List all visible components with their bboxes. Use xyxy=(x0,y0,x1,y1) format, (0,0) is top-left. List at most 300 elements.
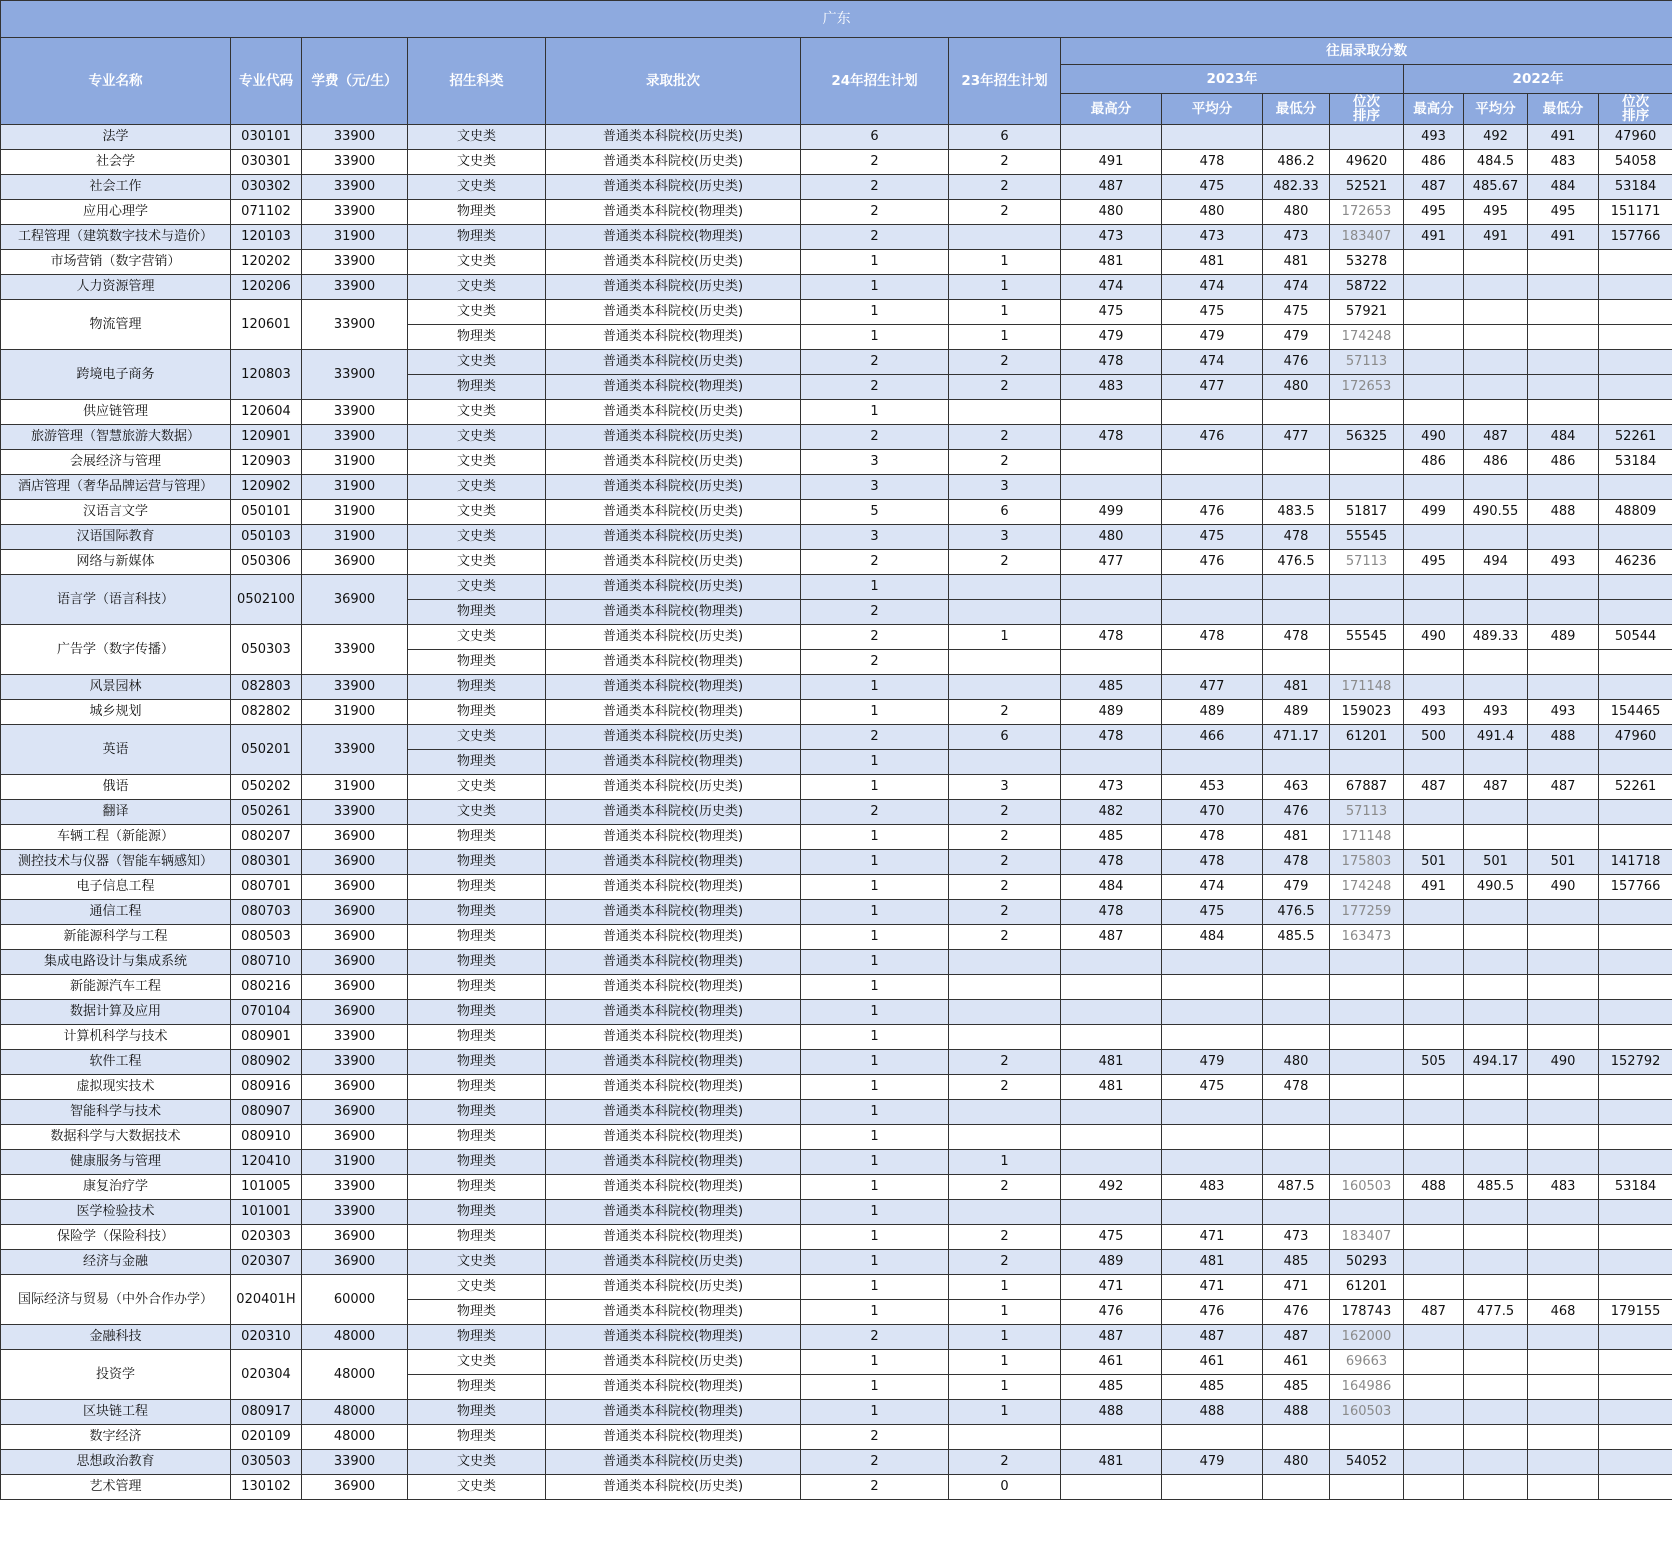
score-2022-min-cell: 483 xyxy=(1528,150,1599,175)
score-2023-avg-cell xyxy=(1162,950,1263,975)
table-row xyxy=(1,1475,1672,1500)
plan-2023-cell: 2 xyxy=(949,450,1061,475)
score-2022-max-cell: 486 xyxy=(1404,150,1464,175)
admission-batch-cell: 普通类本科院校(物理类) xyxy=(546,650,801,675)
score-2022-avg-cell xyxy=(1464,1325,1528,1350)
score-2023-max-cell: 481 xyxy=(1061,1075,1162,1100)
major-name-cell: 集成电路设计与集成系统 xyxy=(1,950,231,975)
score-2022-min-cell xyxy=(1528,1200,1599,1225)
score-2022-avg-cell: 487 xyxy=(1464,775,1528,800)
tuition-cell: 36900 xyxy=(302,875,408,900)
rank-2022-cell: 152792 xyxy=(1599,1050,1672,1075)
score-2023-avg-cell: 481 xyxy=(1162,1250,1263,1275)
score-2022-max-cell: 493 xyxy=(1404,125,1464,150)
score-2023-max-cell: 487 xyxy=(1061,925,1162,950)
rank-2022-cell: 53184 xyxy=(1599,450,1672,475)
rank-2023-cell: 57113 xyxy=(1330,550,1404,575)
score-2023-min-cell: 461 xyxy=(1263,1350,1330,1375)
score-2023-max-cell xyxy=(1061,400,1162,425)
rank-2022-cell xyxy=(1599,825,1672,850)
score-2022-max-cell xyxy=(1404,1400,1464,1425)
header-year-2023: 2023年 xyxy=(1061,65,1404,94)
admission-batch-cell: 普通类本科院校(物理类) xyxy=(546,1000,801,1025)
score-2022-max-cell xyxy=(1404,1350,1464,1375)
plan-2023-cell: 0 xyxy=(949,1475,1061,1500)
plan-2024-cell: 1 xyxy=(801,750,949,775)
subject-category-cell: 物理类 xyxy=(408,700,546,725)
score-2022-avg-cell xyxy=(1464,1350,1528,1375)
plan-2024-cell: 2 xyxy=(801,1450,949,1475)
tuition-cell: 33900 xyxy=(302,675,408,700)
subject-category-cell: 文史类 xyxy=(408,725,546,750)
score-2022-max-cell xyxy=(1404,1450,1464,1475)
score-2023-avg-cell: 485 xyxy=(1162,1375,1263,1400)
score-2022-max-cell: 500 xyxy=(1404,725,1464,750)
score-2023-min-cell: 476 xyxy=(1263,800,1330,825)
score-2023-avg-cell xyxy=(1162,1100,1263,1125)
plan-2024-cell: 2 xyxy=(801,625,949,650)
score-2022-max-cell: 505 xyxy=(1404,1050,1464,1075)
score-2022-max-cell: 490 xyxy=(1404,425,1464,450)
score-2023-min-cell: 481 xyxy=(1263,825,1330,850)
rank-2022-cell xyxy=(1599,1125,1672,1150)
rank-2023-cell xyxy=(1330,600,1404,625)
plan-2023-cell xyxy=(949,400,1061,425)
score-2022-min-cell: 488 xyxy=(1528,725,1599,750)
score-2023-max-cell xyxy=(1061,1200,1162,1225)
major-code-cell: 080901 xyxy=(231,1025,302,1050)
score-2023-max-cell: 473 xyxy=(1061,225,1162,250)
major-code-cell: 050103 xyxy=(231,525,302,550)
header-2022-max: 最高分 xyxy=(1404,94,1464,125)
score-2023-avg-cell: 471 xyxy=(1162,1225,1263,1250)
score-2023-min-cell: 474 xyxy=(1263,275,1330,300)
subject-category-cell: 文史类 xyxy=(408,1475,546,1500)
plan-2024-cell: 1 xyxy=(801,1300,949,1325)
score-2023-min-cell: 478 xyxy=(1263,525,1330,550)
admission-batch-cell: 普通类本科院校(物理类) xyxy=(546,225,801,250)
plan-2024-cell: 1 xyxy=(801,1200,949,1225)
major-name-cell: 社会学 xyxy=(1,150,231,175)
score-2022-avg-cell: 490.55 xyxy=(1464,500,1528,525)
score-2022-avg-cell xyxy=(1464,525,1528,550)
major-name-cell: 市场营销（数字营销） xyxy=(1,250,231,275)
subject-category-cell: 文史类 xyxy=(408,1350,546,1375)
score-2023-min-cell: 489 xyxy=(1263,700,1330,725)
rank-2023-cell xyxy=(1330,750,1404,775)
score-2022-min-cell: 484 xyxy=(1528,425,1599,450)
score-2023-avg-cell xyxy=(1162,1200,1263,1225)
score-2023-max-cell: 474 xyxy=(1061,275,1162,300)
subject-category-cell: 文史类 xyxy=(408,1250,546,1275)
table-row xyxy=(1,1075,1672,1100)
score-2022-min-cell xyxy=(1528,525,1599,550)
header-plan-2023: 23年招生计划 xyxy=(949,38,1061,125)
admission-batch-cell: 普通类本科院校(历史类) xyxy=(546,250,801,275)
plan-2023-cell: 2 xyxy=(949,1175,1061,1200)
admission-batch-cell: 普通类本科院校(物理类) xyxy=(546,1050,801,1075)
score-2023-avg-cell: 477 xyxy=(1162,675,1263,700)
plan-2023-cell xyxy=(949,975,1061,1000)
plan-2023-cell: 2 xyxy=(949,1450,1061,1475)
plan-2023-cell xyxy=(949,750,1061,775)
rank-2022-cell: 53184 xyxy=(1599,1175,1672,1200)
score-2023-max-cell: 485 xyxy=(1061,675,1162,700)
score-2022-max-cell xyxy=(1404,1075,1464,1100)
major-code-cell: 130102 xyxy=(231,1475,302,1500)
header-2022-rank xyxy=(1599,94,1672,125)
major-code-cell: 120601 xyxy=(231,300,302,350)
tuition-cell: 48000 xyxy=(302,1350,408,1400)
table-row xyxy=(1,1250,1672,1275)
score-2022-min-cell xyxy=(1528,1075,1599,1100)
table-row xyxy=(1,1025,1672,1050)
score-2023-avg-cell xyxy=(1162,1475,1263,1500)
score-2023-avg-cell: 476 xyxy=(1162,550,1263,575)
rank-2022-cell xyxy=(1599,375,1672,400)
admission-batch-cell: 普通类本科院校(物理类) xyxy=(546,600,801,625)
score-2022-max-cell xyxy=(1404,400,1464,425)
table-row xyxy=(1,1400,1672,1425)
score-2023-avg-cell: 475 xyxy=(1162,525,1263,550)
admission-batch-cell: 普通类本科院校(物理类) xyxy=(546,700,801,725)
score-2023-min-cell xyxy=(1263,400,1330,425)
plan-2023-cell: 1 xyxy=(949,625,1061,650)
subject-category-cell: 物理类 xyxy=(408,1400,546,1425)
score-2023-max-cell: 475 xyxy=(1061,300,1162,325)
score-2022-max-cell: 490 xyxy=(1404,625,1464,650)
table-row xyxy=(1,450,1672,475)
admission-batch-cell: 普通类本科院校(历史类) xyxy=(546,725,801,750)
score-2022-min-cell: 490 xyxy=(1528,1050,1599,1075)
major-code-cell: 120901 xyxy=(231,425,302,450)
admission-batch-cell: 普通类本科院校(物理类) xyxy=(546,900,801,925)
score-2022-min-cell: 491 xyxy=(1528,225,1599,250)
plan-2024-cell: 3 xyxy=(801,475,949,500)
score-2022-max-cell xyxy=(1404,650,1464,675)
tuition-cell: 31900 xyxy=(302,525,408,550)
rank-2023-cell xyxy=(1330,1150,1404,1175)
tuition-cell: 33900 xyxy=(302,275,408,300)
rank-2023-cell xyxy=(1330,1050,1404,1075)
major-code-cell: 050202 xyxy=(231,775,302,800)
major-code-cell: 080301 xyxy=(231,850,302,875)
header-past-scores: 往届录取分数 xyxy=(1061,38,1672,65)
subject-category-cell: 物理类 xyxy=(408,750,546,775)
tuition-cell: 33900 xyxy=(302,425,408,450)
plan-2023-cell: 2 xyxy=(949,375,1061,400)
plan-2023-cell: 1 xyxy=(949,325,1061,350)
plan-2024-cell: 2 xyxy=(801,225,949,250)
score-2023-max-cell: 484 xyxy=(1061,875,1162,900)
rank-2023-cell xyxy=(1330,1000,1404,1025)
rank-2023-cell: 67887 xyxy=(1330,775,1404,800)
score-2023-min-cell xyxy=(1263,1475,1330,1500)
major-name-cell: 健康服务与管理 xyxy=(1,1150,231,1175)
score-2023-max-cell: 483 xyxy=(1061,375,1162,400)
rank-2023-cell xyxy=(1330,450,1404,475)
score-2022-min-cell xyxy=(1528,825,1599,850)
plan-2024-cell: 1 xyxy=(801,1375,949,1400)
score-2022-max-cell xyxy=(1404,750,1464,775)
major-name-cell: 旅游管理（智慧旅游大数据） xyxy=(1,425,231,450)
score-2022-avg-cell xyxy=(1464,600,1528,625)
tuition-cell: 36900 xyxy=(302,950,408,975)
score-2022-min-cell xyxy=(1528,1125,1599,1150)
rank-2022-cell xyxy=(1599,400,1672,425)
score-2022-avg-cell xyxy=(1464,1375,1528,1400)
major-code-cell: 120103 xyxy=(231,225,302,250)
score-2023-min-cell: 487.5 xyxy=(1263,1175,1330,1200)
header-major-name: 专业名称 xyxy=(1,38,231,125)
score-2022-avg-cell xyxy=(1464,1475,1528,1500)
score-2022-max-cell: 491 xyxy=(1404,875,1464,900)
tuition-cell: 36900 xyxy=(302,1250,408,1275)
plan-2023-cell xyxy=(949,225,1061,250)
plan-2023-cell: 6 xyxy=(949,500,1061,525)
subject-category-cell: 物理类 xyxy=(408,1300,546,1325)
score-2023-avg-cell: 474 xyxy=(1162,350,1263,375)
plan-2024-cell: 2 xyxy=(801,350,949,375)
score-2023-avg-cell xyxy=(1162,400,1263,425)
admission-batch-cell: 普通类本科院校(历史类) xyxy=(546,1275,801,1300)
score-2022-min-cell xyxy=(1528,325,1599,350)
admission-batch-cell: 普通类本科院校(物理类) xyxy=(546,1175,801,1200)
tuition-cell: 36900 xyxy=(302,925,408,950)
major-name-cell: 数据科学与大数据技术 xyxy=(1,1125,231,1150)
rank-2023-cell xyxy=(1330,1425,1404,1450)
score-2023-min-cell: 478 xyxy=(1263,850,1330,875)
score-2022-max-cell: 501 xyxy=(1404,850,1464,875)
major-name-cell: 医学检验技术 xyxy=(1,1200,231,1225)
score-2022-avg-cell: 494 xyxy=(1464,550,1528,575)
rank-2022-cell xyxy=(1599,1325,1672,1350)
score-2022-avg-cell xyxy=(1464,750,1528,775)
table-body xyxy=(1,125,1672,1500)
admission-batch-cell: 普通类本科院校(物理类) xyxy=(546,1425,801,1450)
score-2023-avg-cell: 488 xyxy=(1162,1400,1263,1425)
score-2023-max-cell xyxy=(1061,475,1162,500)
table-row xyxy=(1,1175,1672,1200)
score-2023-avg-cell: 483 xyxy=(1162,1175,1263,1200)
rank-2023-cell: 159023 xyxy=(1330,700,1404,725)
rank-2022-cell xyxy=(1599,1400,1672,1425)
plan-2024-cell: 2 xyxy=(801,425,949,450)
rank-2023-cell xyxy=(1330,975,1404,1000)
tuition-cell: 36900 xyxy=(302,825,408,850)
rank-2023-cell xyxy=(1330,1075,1404,1100)
subject-category-cell: 文史类 xyxy=(408,500,546,525)
table-row xyxy=(1,975,1672,1000)
score-2023-min-cell: 487 xyxy=(1263,1325,1330,1350)
plan-2024-cell: 1 xyxy=(801,1250,949,1275)
tuition-cell: 31900 xyxy=(302,500,408,525)
score-2022-min-cell: 468 xyxy=(1528,1300,1599,1325)
major-name-cell: 俄语 xyxy=(1,775,231,800)
rank-2022-cell xyxy=(1599,675,1672,700)
score-2023-avg-cell: 475 xyxy=(1162,175,1263,200)
score-2022-max-cell xyxy=(1404,1375,1464,1400)
score-2023-avg-cell: 478 xyxy=(1162,625,1263,650)
score-2022-min-cell: 489 xyxy=(1528,625,1599,650)
table-row xyxy=(1,800,1672,825)
plan-2023-cell: 1 xyxy=(949,250,1061,275)
score-2023-min-cell: 486.2 xyxy=(1263,150,1330,175)
plan-2023-cell: 2 xyxy=(949,1075,1061,1100)
admission-batch-cell: 普通类本科院校(物理类) xyxy=(546,325,801,350)
subject-category-cell: 物理类 xyxy=(408,325,546,350)
score-2022-avg-cell xyxy=(1464,925,1528,950)
plan-2024-cell: 3 xyxy=(801,525,949,550)
rank-2023-cell: 57113 xyxy=(1330,350,1404,375)
plan-2023-cell: 2 xyxy=(949,1050,1061,1075)
subject-category-cell: 物理类 xyxy=(408,1225,546,1250)
rank-2022-cell: 50544 xyxy=(1599,625,1672,650)
rank-2023-cell: 174248 xyxy=(1330,875,1404,900)
table-row xyxy=(1,1050,1672,1075)
score-2022-avg-cell xyxy=(1464,1000,1528,1025)
score-2023-avg-cell xyxy=(1162,450,1263,475)
plan-2023-cell: 2 xyxy=(949,925,1061,950)
plan-2024-cell: 2 xyxy=(801,150,949,175)
table-row xyxy=(1,775,1672,800)
score-2023-max-cell: 491 xyxy=(1061,150,1162,175)
score-2022-avg-cell: 486 xyxy=(1464,450,1528,475)
tuition-cell: 31900 xyxy=(302,700,408,725)
plan-2023-cell: 2 xyxy=(949,200,1061,225)
rank-2023-cell: 61201 xyxy=(1330,1275,1404,1300)
admission-batch-cell: 普通类本科院校(物理类) xyxy=(546,1075,801,1100)
score-2023-max-cell: 461 xyxy=(1061,1350,1162,1375)
score-2022-min-cell xyxy=(1528,800,1599,825)
score-2023-min-cell: 483.5 xyxy=(1263,500,1330,525)
score-2023-max-cell: 481 xyxy=(1061,250,1162,275)
plan-2024-cell: 1 xyxy=(801,675,949,700)
score-2022-max-cell xyxy=(1404,325,1464,350)
score-2022-min-cell xyxy=(1528,1275,1599,1300)
score-2023-min-cell: 471.17 xyxy=(1263,725,1330,750)
header-2023-max: 最高分 xyxy=(1061,94,1162,125)
score-2023-max-cell: 480 xyxy=(1061,200,1162,225)
score-2023-min-cell xyxy=(1263,975,1330,1000)
score-2022-avg-cell: 491 xyxy=(1464,225,1528,250)
major-name-cell: 计算机科学与技术 xyxy=(1,1025,231,1050)
score-2022-avg-cell xyxy=(1464,675,1528,700)
score-2023-avg-cell: 476 xyxy=(1162,500,1263,525)
score-2023-min-cell: 463 xyxy=(1263,775,1330,800)
plan-2024-cell: 1 xyxy=(801,300,949,325)
rank-2023-cell: 171148 xyxy=(1330,675,1404,700)
table-header xyxy=(1,1,1672,125)
rank-2022-cell: 154465 xyxy=(1599,700,1672,725)
subject-category-cell: 物理类 xyxy=(408,825,546,850)
rank-2023-cell: 163473 xyxy=(1330,925,1404,950)
rank-2023-cell: 177259 xyxy=(1330,900,1404,925)
score-2023-min-cell: 478 xyxy=(1263,625,1330,650)
score-2023-min-cell: 475 xyxy=(1263,300,1330,325)
admission-batch-cell: 普通类本科院校(历史类) xyxy=(546,550,801,575)
major-name-cell: 国际经济与贸易（中外合作办学） xyxy=(1,1275,231,1325)
rank-2022-cell: 52261 xyxy=(1599,775,1672,800)
score-2023-avg-cell: 477 xyxy=(1162,375,1263,400)
score-2022-min-cell xyxy=(1528,1325,1599,1350)
plan-2023-cell: 2 xyxy=(949,1225,1061,1250)
subject-category-cell: 文史类 xyxy=(408,475,546,500)
score-2023-max-cell: 471 xyxy=(1061,1275,1162,1300)
plan-2023-cell: 1 xyxy=(949,300,1061,325)
plan-2023-cell: 1 xyxy=(949,1325,1061,1350)
score-2023-max-cell: 489 xyxy=(1061,1250,1162,1275)
score-2022-min-cell xyxy=(1528,1475,1599,1500)
table-row xyxy=(1,1200,1672,1225)
rank-2023-cell xyxy=(1330,400,1404,425)
plan-2023-cell: 2 xyxy=(949,175,1061,200)
score-2023-min-cell: 488 xyxy=(1263,1400,1330,1425)
score-2023-avg-cell: 481 xyxy=(1162,250,1263,275)
table-row xyxy=(1,550,1672,575)
rank-2022-cell xyxy=(1599,1225,1672,1250)
table-row xyxy=(1,1000,1672,1025)
plan-2023-cell: 6 xyxy=(949,125,1061,150)
rank-2022-cell: 47960 xyxy=(1599,725,1672,750)
score-2022-avg-cell xyxy=(1464,250,1528,275)
score-2023-min-cell xyxy=(1263,1000,1330,1025)
header-admission-batch: 录取批次 xyxy=(546,38,801,125)
major-name-cell: 社会工作 xyxy=(1,175,231,200)
plan-2023-cell: 3 xyxy=(949,775,1061,800)
admission-batch-cell: 普通类本科院校(物理类) xyxy=(546,950,801,975)
subject-category-cell: 文史类 xyxy=(408,425,546,450)
score-2023-min-cell xyxy=(1263,125,1330,150)
major-code-cell: 0502100 xyxy=(231,575,302,625)
score-2022-avg-cell xyxy=(1464,1250,1528,1275)
score-2022-min-cell xyxy=(1528,375,1599,400)
major-name-cell: 智能科学与技术 xyxy=(1,1100,231,1125)
score-2023-min-cell: 481 xyxy=(1263,250,1330,275)
score-2022-avg-cell: 493 xyxy=(1464,700,1528,725)
plan-2023-cell: 3 xyxy=(949,525,1061,550)
major-code-cell: 050201 xyxy=(231,725,302,775)
tuition-cell: 48000 xyxy=(302,1425,408,1450)
score-2023-avg-cell xyxy=(1162,575,1263,600)
score-2023-min-cell xyxy=(1263,1150,1330,1175)
plan-2024-cell: 2 xyxy=(801,1425,949,1450)
rank-2023-cell: 56325 xyxy=(1330,425,1404,450)
subject-category-cell: 物理类 xyxy=(408,225,546,250)
admission-batch-cell: 普通类本科院校(物理类) xyxy=(546,1025,801,1050)
subject-category-cell: 文史类 xyxy=(408,400,546,425)
admission-batch-cell: 普通类本科院校(历史类) xyxy=(546,525,801,550)
admission-batch-cell: 普通类本科院校(历史类) xyxy=(546,150,801,175)
score-2022-max-cell xyxy=(1404,350,1464,375)
tuition-cell: 36900 xyxy=(302,900,408,925)
table-row xyxy=(1,400,1672,425)
score-2023-max-cell: 481 xyxy=(1061,1050,1162,1075)
major-code-cell: 120604 xyxy=(231,400,302,425)
plan-2023-cell: 3 xyxy=(949,475,1061,500)
rank-2022-cell xyxy=(1599,750,1672,775)
score-2022-avg-cell xyxy=(1464,275,1528,300)
tuition-cell: 36900 xyxy=(302,1000,408,1025)
rank-2022-cell xyxy=(1599,325,1672,350)
admission-batch-cell: 普通类本科院校(历史类) xyxy=(546,1475,801,1500)
score-2023-avg-cell: 470 xyxy=(1162,800,1263,825)
rank-2022-cell xyxy=(1599,575,1672,600)
tuition-cell: 33900 xyxy=(302,1025,408,1050)
major-name-cell: 投资学 xyxy=(1,1350,231,1400)
table-row xyxy=(1,1275,1672,1300)
score-2022-max-cell xyxy=(1404,975,1464,1000)
